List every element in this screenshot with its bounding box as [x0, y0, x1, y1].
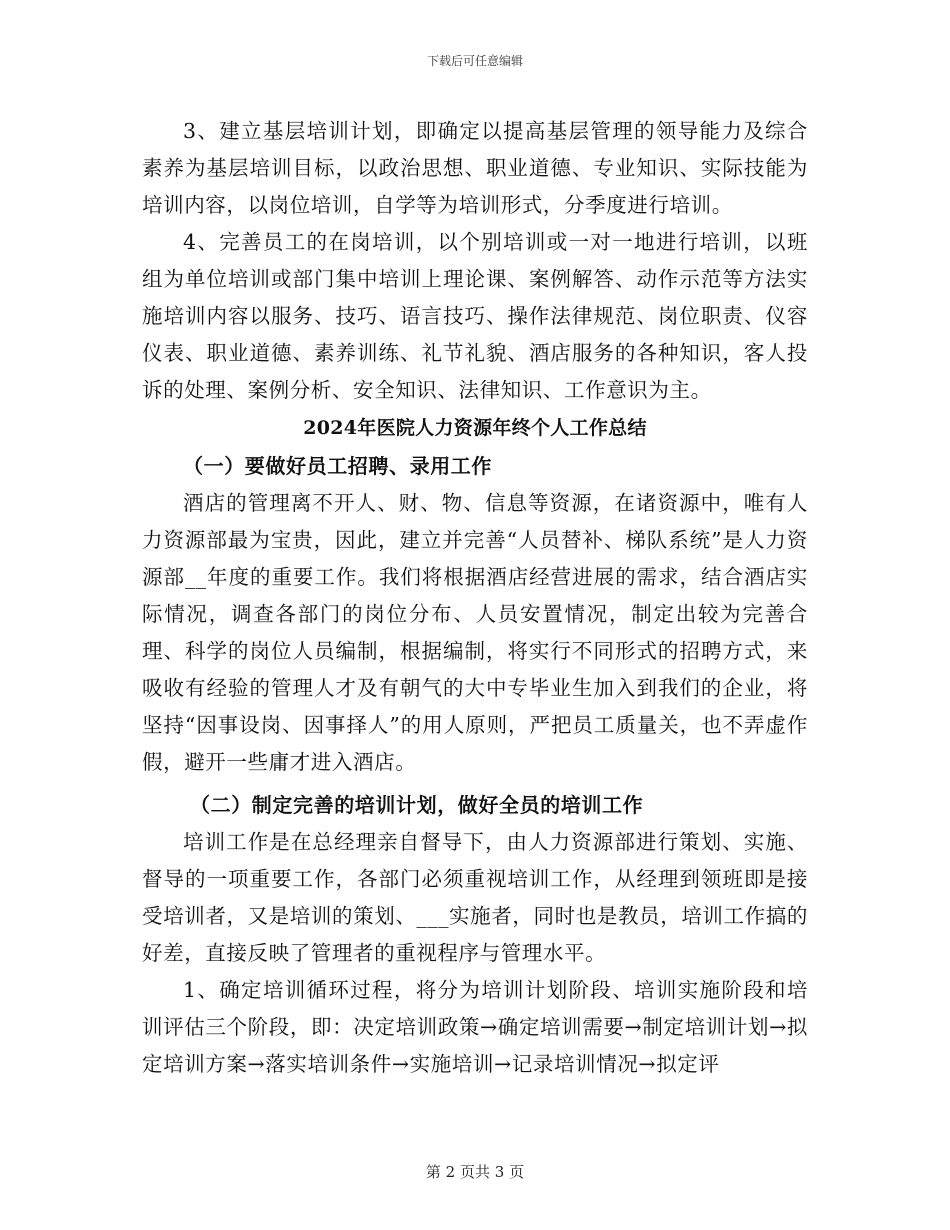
section-2-paragraph-2: 1、确定培训循环过程，将分为培训计划阶段、培训实施阶段和培训评估三个阶段，即：决定培训政策→确定培训需要→制定培训计划→拟定培训方案→落实培训条件→实施培训→记录培训情况→拟定评	[142, 978, 808, 1076]
header-note: 下载后可任意编辑	[426, 54, 523, 68]
paragraph-item-4: 4、完善员工的在岗培训，以个别培训或一对一地进行培训，以班组为单位培训或部门集中培训上理论课、案例解答、动作示范等方法实施培训内容以服务、技巧、语言技巧、操作法律规范、岗位职责、仪容仪表、职业道德、素养训练、礼节礼貌、酒店服务的各种知识，客人投诉的处理、案例分析、安全知识、法律知识、工作意识为主。	[142, 230, 808, 402]
page-number: 第 2 页共 3 页	[425, 1163, 525, 1181]
document-title: 2024年医院人力资源年终个人工作总结	[303, 417, 647, 439]
section-2-paragraph-1: 培训工作是在总经理亲自督导下，由人力资源部进行策划、实施、督导的一项重要工作，各部门必须重视培训工作，从经理到领班即是接受培训者，又是培训的策划、___实施者，同时也是教员，培训工作搞的好差，直接反映了管理者的重视程序与管理水平。	[142, 830, 808, 965]
section-heading-1: （一）要做好员工招聘、录用工作	[183, 454, 492, 478]
document-body	[142, 113, 808, 1083]
paragraph-item-3: 3、建立基层培训计划，即确定以提高基层管理的领导能力及综合素养为基层培训目标，以政治思想、职业道德、专业知识、实际技能为培训内容，以岗位培训，自学等为培训形式，分季度进行培训。	[142, 119, 808, 217]
section-heading-2: （二）制定完善的培训计划，做好全员的培训工作	[190, 793, 644, 817]
section-1-paragraph: 酒店的管理离不开人、财、物、信息等资源，在诸资源中，唯有人力资源部最为宝贵，因此，建立并完善“人员替补、梯队系统”是人力资源部__年度的重要工作。我们将根据酒店经营进展的需求，结合酒店实际情况，调查各部门的岗位分布、人员安置情况，制定出较为完善合理、科学的岗位人员编制，根据编制，将实行不同形式的招聘方式，来吸收有经验的管理人才及有朝气的大中专毕业生加入到我们的企业，将坚持“因事设岗、因事择人”的用人原则，严把员工质量关，也不弄虚作假，避开一些庸才进入酒店。	[142, 491, 808, 774]
